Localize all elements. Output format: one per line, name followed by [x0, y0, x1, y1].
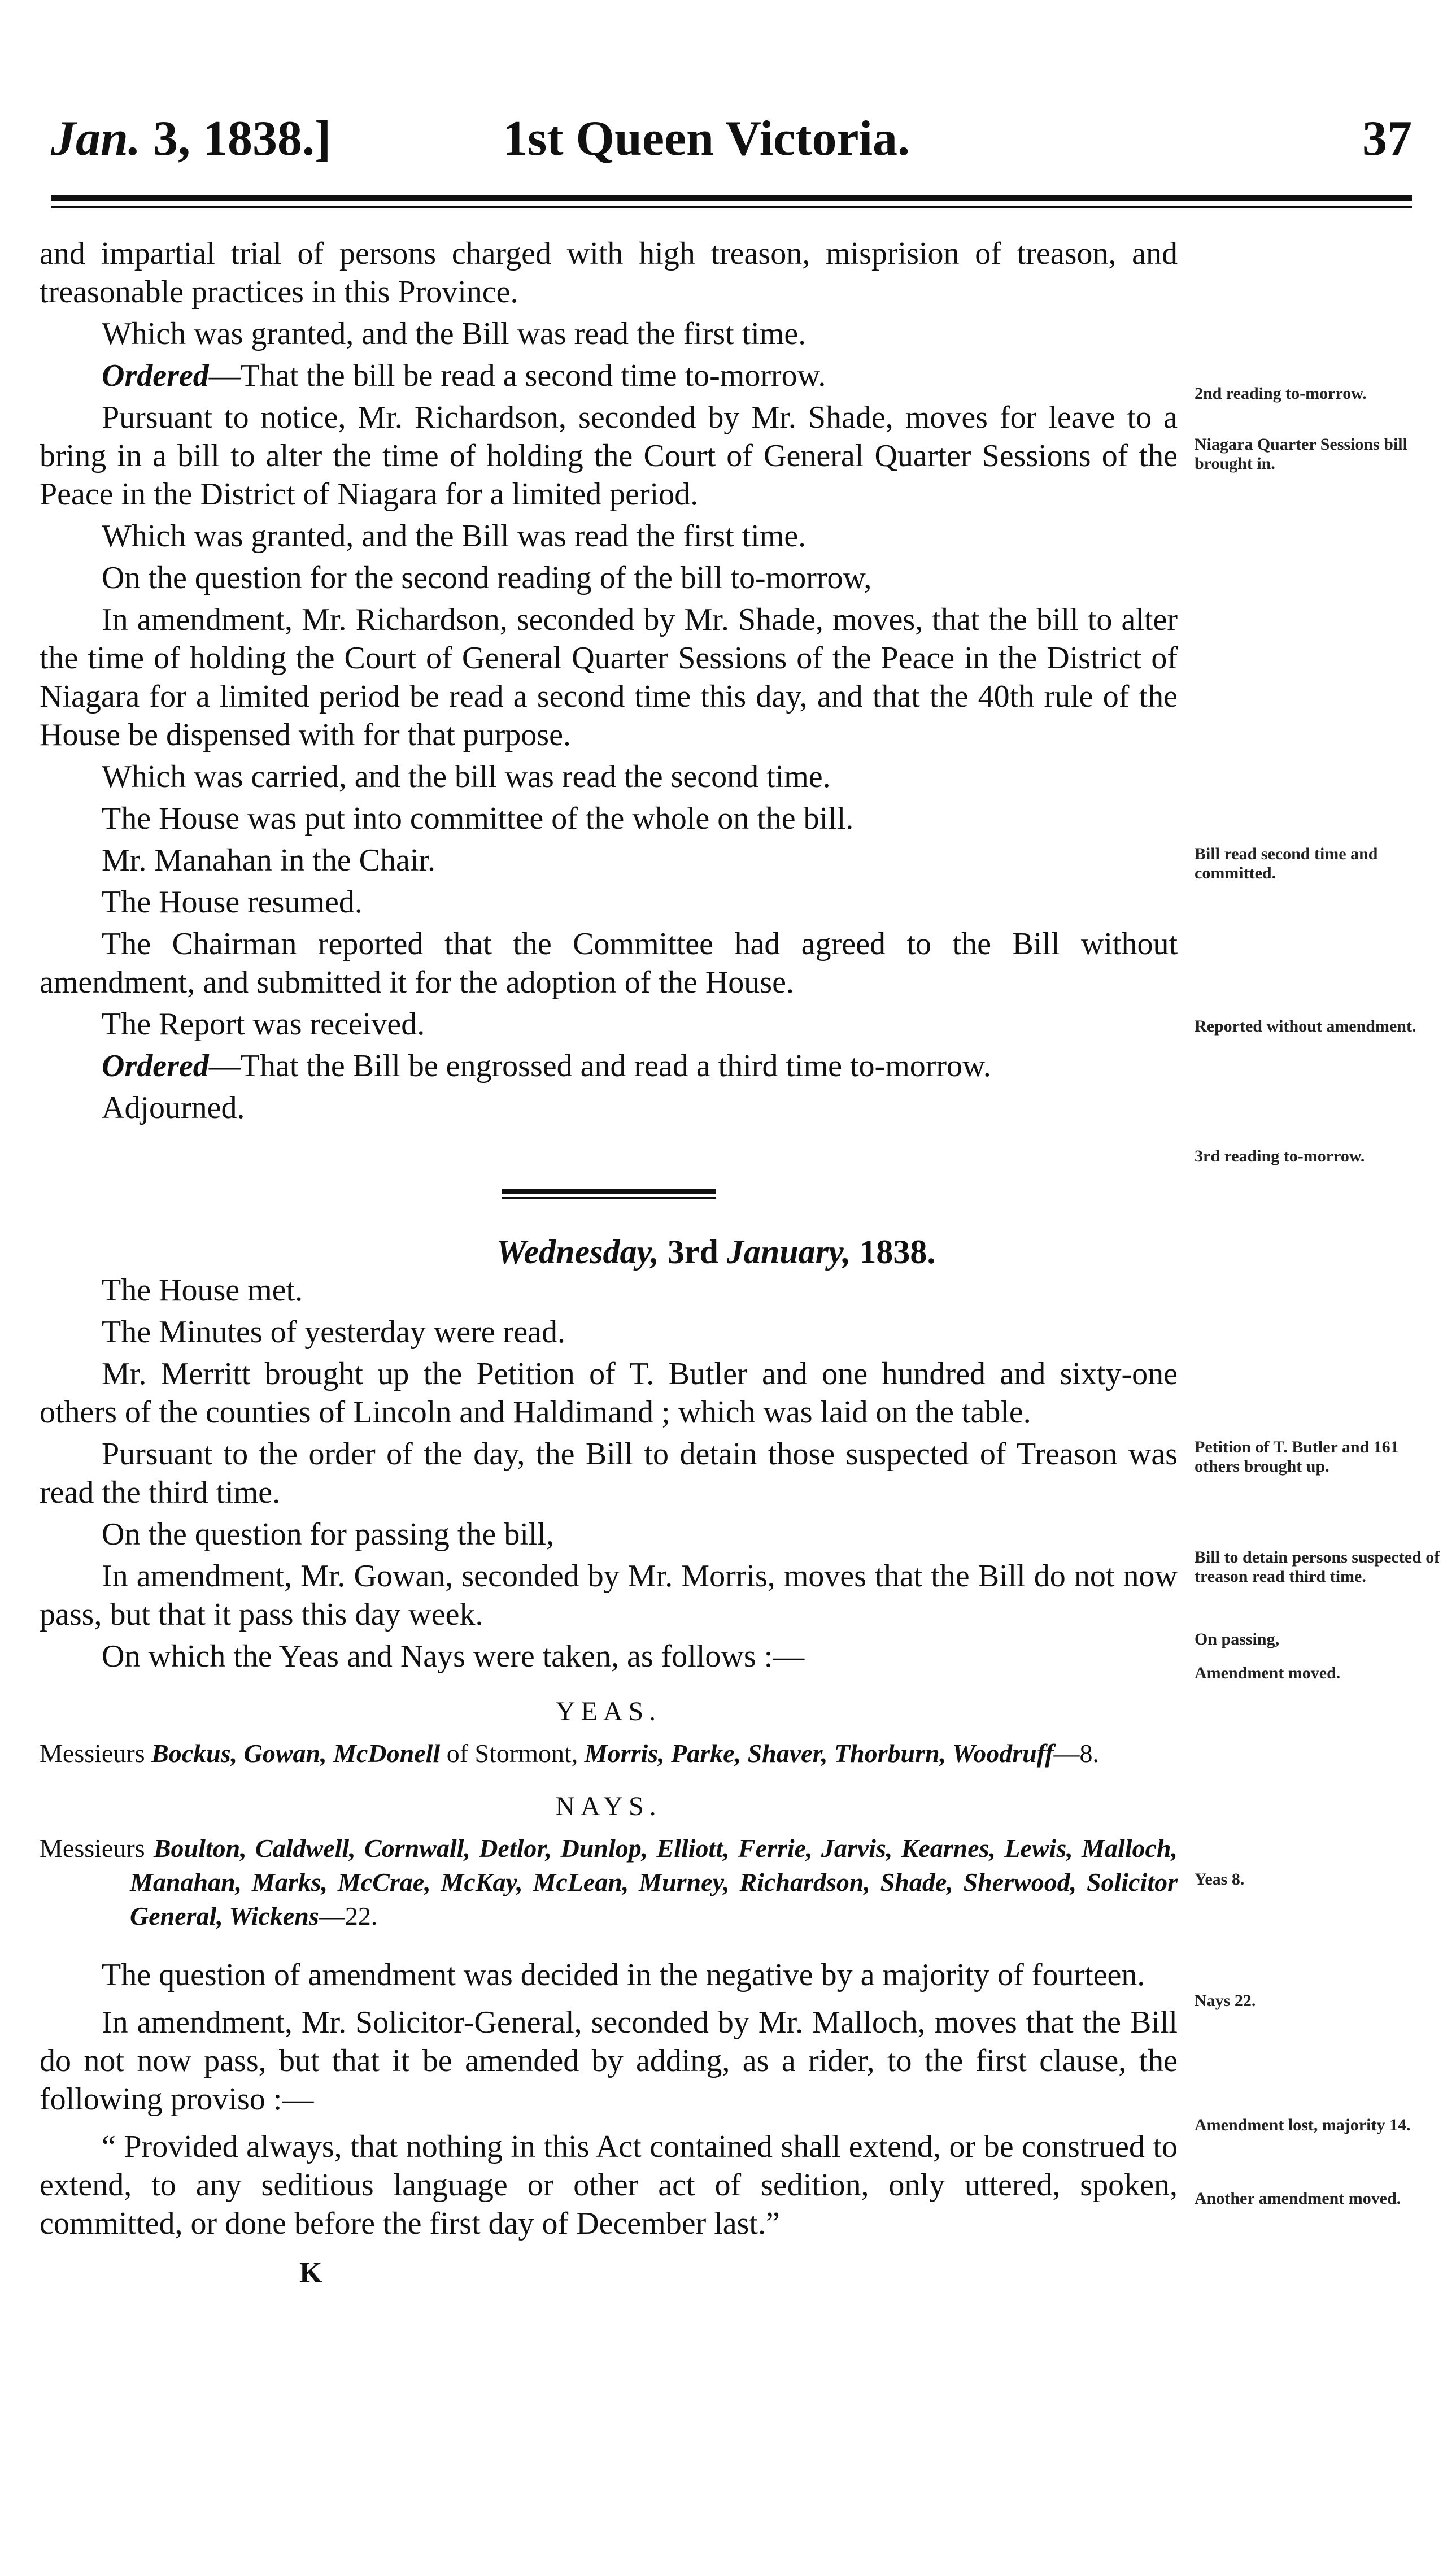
paragraph: Mr. Merritt brought up the Petition of T. Butler and one hundred and sixty-one others of the counties of Lincoln and Haldimand ; which was laid on the table. — [40, 1356, 1178, 1430]
margin-note: Yeas 8. — [1195, 1870, 1245, 1889]
dateline-month: January, — [726, 1233, 851, 1271]
header-rule-thin — [51, 206, 1412, 208]
nays-list — [40, 1832, 1178, 1933]
paragraph: In amendment, Mr. Solicitor-General, seconded by Mr. Malloch, moves that the Bill do not now pass, but that it be amended by adding, as a rider, to the first clause, the following proviso :— — [40, 2005, 1178, 2117]
paragraph: Which was granted, and the Bill was read the first time. — [102, 519, 807, 554]
running-header — [51, 110, 1412, 172]
yeas-prefix: Messieurs — [40, 1739, 152, 1768]
nays-prefix: Messieurs — [40, 1834, 154, 1863]
dateline — [40, 1233, 1178, 1271]
margin-note: Amendment lost, majority 14. — [1195, 2116, 1411, 2134]
yeas-of-text: of Stormont, — [440, 1739, 585, 1768]
paragraph: “ Provided always, that nothing in this Act contained shall extend, or be construed to extend, to any seditious language or other act of sedition, only uttered, spoken, committed, or done before the first day of December last.” — [40, 2129, 1178, 2241]
header-rule-thick — [51, 195, 1412, 201]
yeas-names-a: Bockus, Gowan, McDonell — [151, 1739, 441, 1768]
paragraph — [40, 1047, 1178, 1085]
paragraph: The Minutes of yesterday were read. — [102, 1315, 565, 1350]
margin-note: Nays 22. — [1195, 1991, 1256, 2010]
paragraph: The Report was received. — [102, 1007, 425, 1042]
yeas-names-b: Morris, Parke, Shaver, Thorburn, Woodruff — [584, 1739, 1054, 1768]
header-date-rest: 3, 1838.] — [140, 111, 332, 166]
margin-note: Petition of T. Butler and 161 others brought up. — [1195, 1438, 1399, 1476]
dateline-day: Wednesday, — [496, 1233, 659, 1271]
paragraph: Pursuant to the order of the day, the Bill to detain those suspected of Treason was read the third time. — [40, 1437, 1178, 1510]
margin-note: Another amendment moved. — [1195, 2189, 1401, 2208]
yeas-heading: YEAS. — [555, 1696, 662, 1726]
margin-note: 3rd reading to-morrow. — [1195, 1147, 1365, 1165]
paragraph: The question of amendment was decided in the negative by a majority of fourteen. — [102, 1957, 1145, 1993]
section-divider — [502, 1189, 716, 1199]
ordered-label: Ordered — [102, 358, 209, 393]
paragraph: The House was put into committee of the whole on the bill. — [102, 801, 854, 836]
paragraph: Which was granted, and the Bill was read the first time. — [102, 316, 807, 351]
ordered-label: Ordered — [102, 1049, 209, 1084]
margin-note: 2nd reading to-morrow. — [1195, 384, 1367, 403]
margin-note: On passing, — [1195, 1630, 1280, 1648]
margin-note: Bill read second time and committed. — [1195, 845, 1378, 882]
paragraph: and impartial trial of persons charged with high treason, misprision of treason, and treasonable practices in this Province. — [40, 236, 1178, 310]
paragraph: On the question for the second reading of the bill to-morrow, — [102, 560, 872, 595]
paragraph-text: —That the bill be read a second time to-morrow. — [208, 358, 826, 393]
margin-note: Bill to detain persons suspected of treason read third time. — [1195, 1548, 1440, 1586]
nays-names: Boulton, Caldwell, Cornwall, Detlor, Dunlop, Elliott, Ferrie, Jarvis, Kearnes, Lewis, Malloch, Manahan, Marks, McCrae, McKay, McLean, Murney, Richardson, Shade, Sherwood, Solicitor General, Wickens — [130, 1834, 1178, 1930]
yeas-list — [40, 1737, 1178, 1770]
page-number: 37 — [1362, 111, 1412, 166]
paragraph: The House met. — [102, 1273, 303, 1308]
margin-note: Reported without amendment. — [1195, 1017, 1416, 1036]
dateline-date: 3rd — [659, 1233, 727, 1271]
nays-heading: NAYS. — [555, 1791, 662, 1821]
paragraph-text: —That the Bill be engrossed and read a third time to-morrow. — [208, 1049, 991, 1084]
paragraph: Adjourned. — [102, 1090, 245, 1125]
margin-note: Niagara Quarter Sessions bill brought in. — [1195, 435, 1407, 473]
paragraph: On which the Yeas and Nays were taken, as follows :— — [102, 1639, 805, 1674]
dateline-year: 1838. — [851, 1233, 936, 1271]
paragraph: In amendment, Mr. Richardson, seconded by Mr. Shade, moves, that the bill to alter the time of holding the Court of General Quarter Sessions of the Peace in the District of Niagara for a limited period be read a second time this day, and that the 40th rule of the House be dispensed with for that purpose. — [40, 602, 1178, 752]
header-title: 1st Queen Victoria. — [503, 111, 910, 166]
paragraph: The House resumed. — [102, 885, 363, 920]
header-date-month: Jan. — [51, 111, 141, 166]
paragraph: In amendment, Mr. Gowan, seconded by Mr. Morris, moves that the Bill do not now pass, but that it pass this day week. — [40, 1559, 1178, 1632]
paragraph: Pursuant to notice, Mr. Richardson, seconded by Mr. Shade, moves for leave to a bring in a bill to alter the time of holding the Court of General Quarter Sessions of the Peace in the District of Niagara for a limited period. — [40, 400, 1178, 512]
main-text — [40, 234, 1178, 2292]
paragraph — [40, 356, 1178, 395]
yeas-total: —8. — [1053, 1739, 1100, 1768]
nays-total: —22. — [319, 1902, 378, 1930]
margin-note: Amendment moved. — [1195, 1664, 1341, 1682]
header-date — [51, 110, 331, 167]
paragraph: Mr. Manahan in the Chair. — [102, 843, 436, 878]
paragraph: On the question for passing the bill, — [102, 1517, 555, 1552]
signature-mark: K — [299, 2257, 322, 2289]
paragraph: Which was carried, and the bill was read the second time. — [102, 759, 831, 794]
paragraph: The Chairman reported that the Committee had agreed to the Bill without amendment, and submitted it for the adoption of the House. — [40, 926, 1178, 1000]
